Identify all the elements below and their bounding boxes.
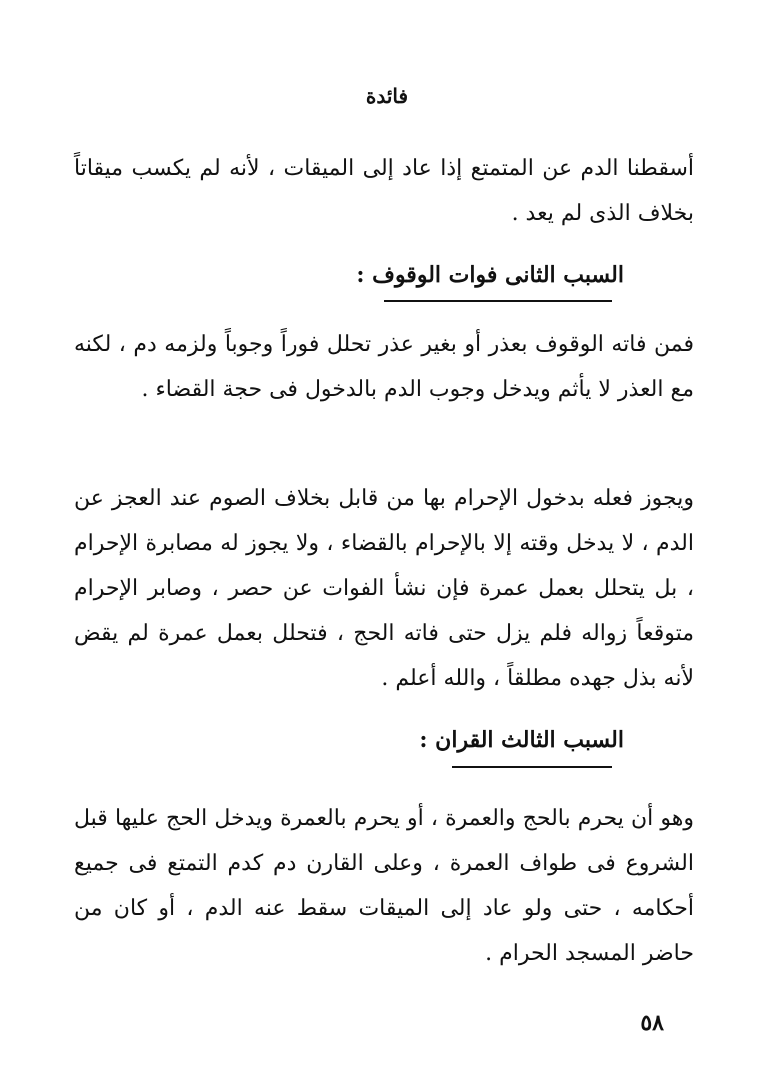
paragraph-note: أسقطنا الدم عن المتمتع إذا عاد إلى الميقات ، لأنه لم يكسب ميقاتاً بخلاف الذى لم يعد . xyxy=(74,156,694,226)
section-underline xyxy=(452,766,612,768)
paragraph-qiran: وهو أن يحرم بالحج والعمرة ، أو يحرم بالعمرة ويدخل الحج عليها قبل الشروع فى طواف العمرة ، وعلى القارن دم كدم التمتع فى جميع أحكامه ، حتى ولو عاد إلى الميقات سقط عنه الدم ، أو كان من حاضر المسجد الحرام . xyxy=(74,806,694,966)
section-heading-second-cause: السبب الثانى فوات الوقوف : xyxy=(356,262,624,288)
page-header-title: فائدة xyxy=(365,84,409,108)
paragraph-permissibility: ويجوز فعله بدخول الإحرام بها من قابل بخلاف الصوم عند العجز عن الدم ، لا يدخل وقته إلا بالإحرام بالقضاء ، ولا يجوز له مصابرة الإحرام ، بل يتحلل بعمل عمرة فإن نشأ الفوات عن حصر ، وصابر الإحرام متوقعاً زواله فلم يزل حتى فاته الحج ، فتحلل بعمل عمرة لم يقض لأنه بذل جهده مطلقاً ، والله أعلم . xyxy=(74,486,694,691)
paragraph-missed-standing: فمن فاته الوقوف بعذر أو بغير عذر تحلل فوراً وجوباً ولزمه دم ، لكنه مع العذر لا يأثم ويدخل وجوب الدم بالدخول فى حجة القضاء . xyxy=(74,332,694,402)
page-number: ٥٨ xyxy=(640,1010,664,1036)
section-heading-third-cause: السبب الثالث القران : xyxy=(419,727,624,753)
section-underline xyxy=(384,300,612,302)
